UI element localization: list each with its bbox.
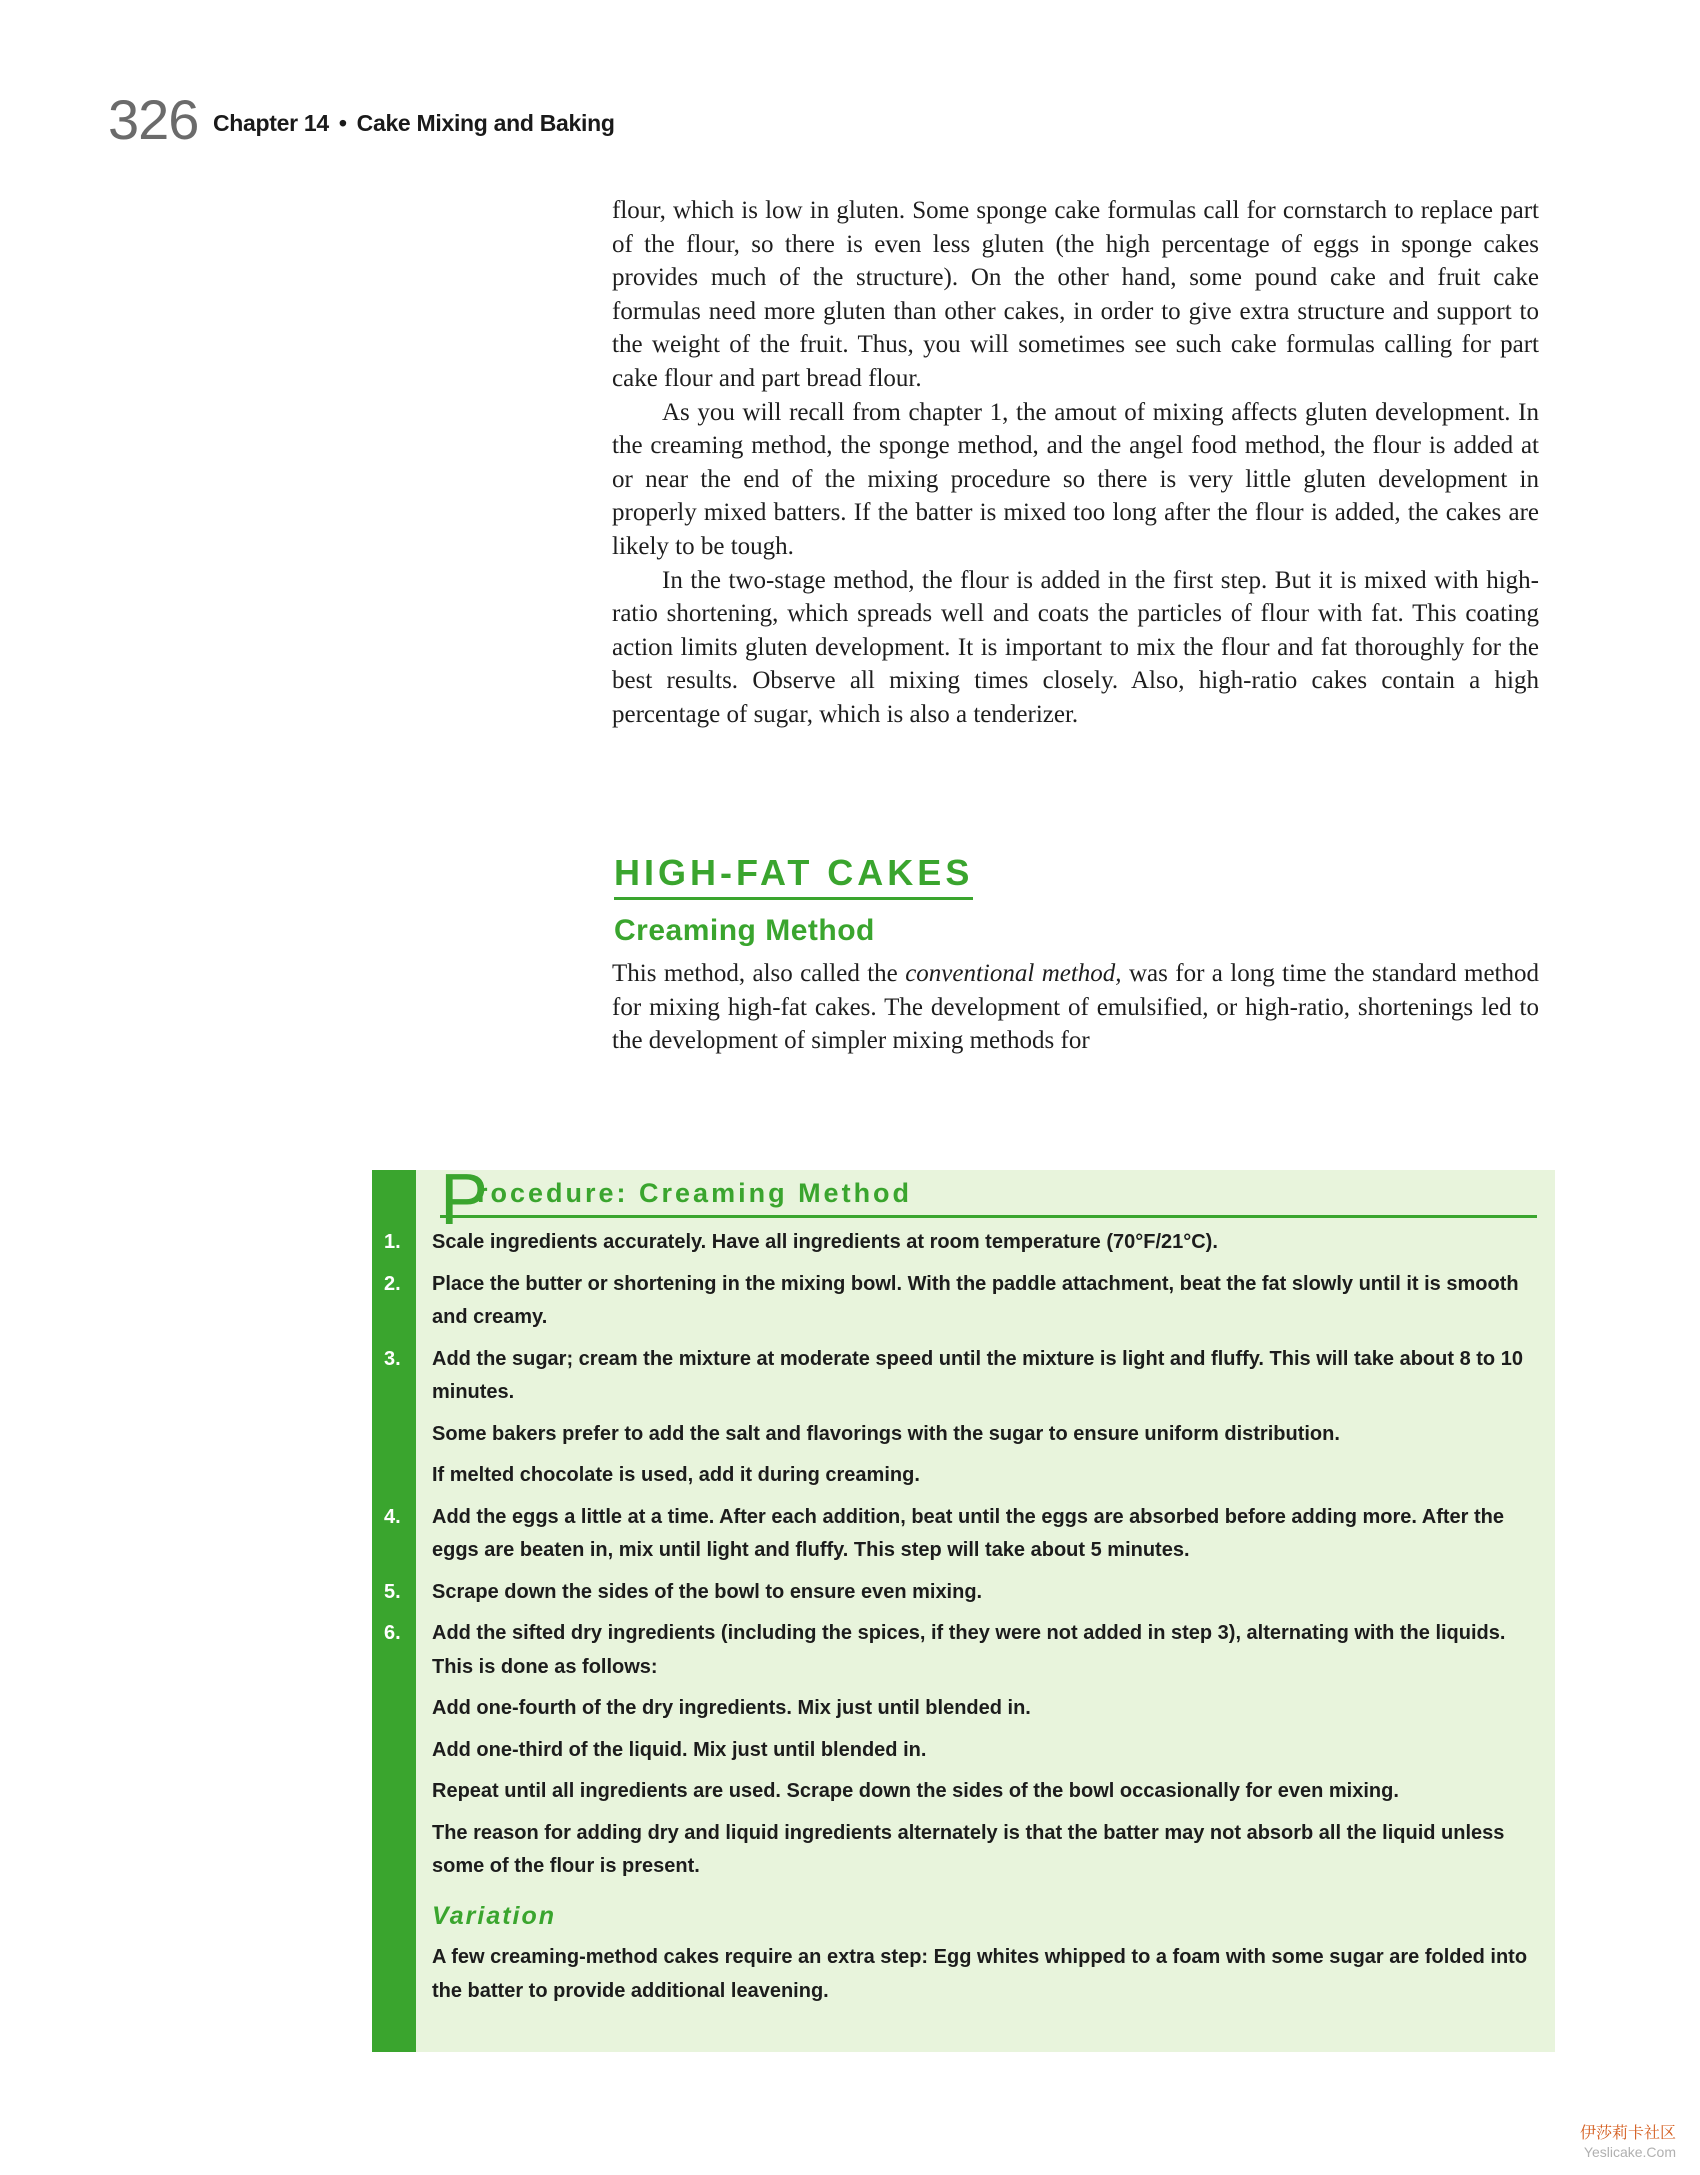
header-separator: • <box>338 110 347 136</box>
watermark <box>1580 2124 1676 2162</box>
variation-body: A few creaming-method cakes require an extra step: Egg whites whipped to a foam with some sugar are folded into the batter to provide additional leavening. <box>432 1946 1528 2002</box>
procedure-title-text: rocedure: Creaming Method <box>477 1178 913 1208</box>
step-text: Add the sugar; cream the mixture at moderate speed until the mixture is light and fluffy. This will take about 8 to 10 minutes. <box>432 1347 1523 1403</box>
procedure-step <box>372 1226 1555 1260</box>
procedure-title-initial: P <box>440 1160 489 1240</box>
procedure-step <box>372 1343 1555 1410</box>
intro-paragraph: In the two-stage method, the flour is added in the first step. But it is mixed with high-ratio shortening, which spreads well and coats the particles of flour with fat. This coating action limits gluten development. It is important to mix the flour and fat thoroughly for the best results. Observe all mixing times closely. Also, high-ratio cakes contain a high percentage of sugar, which is also a tenderizer. <box>612 566 1539 728</box>
creaming-paragraph-emphasis: conventional method, <box>905 960 1122 987</box>
step-number: 6. <box>384 1622 401 1644</box>
chapter-label: Chapter 14 <box>213 110 329 136</box>
procedure-title <box>440 1160 1537 1240</box>
step-text: Repeat until all ingredients are used. Scrape down the sides of the bowl occasionally for even mixing. <box>432 1780 1399 1802</box>
section-heading: HIGH-FAT CAKES <box>614 855 973 900</box>
creaming-paragraph-start: This method, also called the <box>612 960 906 987</box>
chapter-title: Cake Mixing and Baking <box>356 110 615 136</box>
procedure-step-note <box>372 1734 1555 1768</box>
procedure-step-note <box>372 1459 1555 1493</box>
step-number: 2. <box>384 1272 401 1295</box>
variation-title: Variation <box>432 1901 557 1930</box>
step-text: Scale ingredients accurately. Have all ingredients at room temperature (70°F/21°C). <box>432 1231 1218 1253</box>
step-number: 5. <box>384 1580 401 1603</box>
creaming-paragraph <box>612 957 1539 1058</box>
step-text: Some bakers prefer to add the salt and flavorings with the sugar to ensure uniform distribution. <box>432 1422 1340 1445</box>
subheading: Creaming Method <box>614 914 875 947</box>
step-number: 1. <box>384 1231 401 1253</box>
procedure-step <box>372 1501 1555 1568</box>
procedure-step-note <box>372 1775 1555 1809</box>
intro-paragraph: As you will recall from chapter 1, the amout of mixing affects gluten development. In the creaming method, the sponge method, and the angel food method, the flour is added at or near the end of the mixing procedure so there is very little gluten development in properly mixed batters. If the batter is mixed too long after the flour is added, the cakes are likely to be tough. <box>612 398 1539 560</box>
watermark-site-name: 伊莎莉卡社区 <box>1579 2124 1676 2142</box>
step-text: Add one-fourth of the dry ingredients. Mix just until blended in. <box>432 1697 1031 1719</box>
procedure-steps <box>372 1226 1555 2016</box>
procedure-step-note <box>372 1692 1555 1726</box>
step-text: Place the butter or shortening in the mixing bowl. With the paddle attachment, beat the fat slowly until it is smooth and creamy. <box>432 1272 1519 1328</box>
intro-paragraph: flour, which is low in gluten. Some sponge cake formulas call for cornstarch to replace part of the flour, so there is even less gluten (the high percentage of eggs in sponge cakes provides much of the structure). On the other hand, some pound cake and fruit cake formulas need more gluten than other cakes, in order to give extra structure and support to the weight of the fruit. Thus, you will sometimes see such cake formulas calling for part cake flour and part bread flour. <box>612 197 1539 392</box>
step-number: 4. <box>384 1505 401 1528</box>
step-text: Add the sifted dry ingredients (including the spices, if they were not added in step 3), alternating with the liquids. This is done as follows: <box>432 1622 1506 1678</box>
step-text: Scrape down the sides of the bowl to ensure even mixing. <box>432 1580 983 1603</box>
procedure-step <box>372 1268 1555 1335</box>
running-head <box>213 110 615 137</box>
step-text: Add the eggs a little at a time. After each addition, beat until the eggs are absorbed before adding more. After the eggs are beaten in, mix until light and fluffy. This step will take about 5 minutes. <box>432 1505 1505 1561</box>
procedure-step <box>372 1617 1555 1684</box>
procedure-step-note <box>372 1817 1555 1884</box>
step-text: The reason for adding dry and liquid ingredients alternately is that the batter may not absorb all the liquid unless some of the flour is present. <box>432 1821 1505 1877</box>
page-number: 326 <box>108 88 199 151</box>
procedure-step-note <box>372 1418 1555 1452</box>
variation-text <box>372 1941 1555 2008</box>
watermark-site-url: Yeslicake.Com <box>1583 2143 1676 2160</box>
step-number: 3. <box>384 1347 401 1370</box>
step-text: If melted chocolate is used, add it during creaming. <box>432 1464 920 1486</box>
procedure-step <box>372 1576 1555 1610</box>
procedure-box <box>372 1160 1555 2052</box>
creaming-paragraph-end: was for a long time the standard method for mixing high-fat cakes. The development of emulsified, or high-ratio, shortenings led to the development of simpler mixing methods for <box>612 960 1539 1055</box>
step-text: Add one-third of the liquid. Mix just until blended in. <box>432 1738 927 1761</box>
creaming-text-column <box>612 957 1539 1058</box>
intro-text-column <box>612 194 1539 732</box>
